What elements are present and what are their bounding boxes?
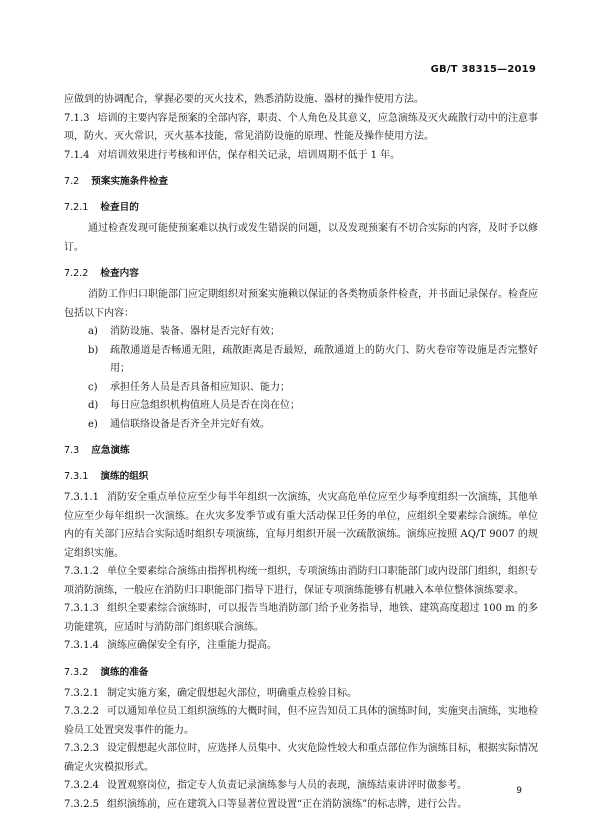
clause-number: 7.3.1.3 [64,603,99,614]
clause-7-3-2-3 [64,740,538,777]
clause-text: 演练应确保安全有序，注重能力提高。 [107,640,277,651]
clause-text: 消防安全重点单位应至少每半年组织一次演练，火灾高危单位应至少每季度组织一次演练，其他单位应至少每年组织一次演练。在火灾多发季节或有重大活动保卫任务的单位，应组织全要素综合演练。单位内的有关部门应结合实际适时组织专项演练，宜每月组织开展一次疏散演练。演练应按照 AQ/T 9007 的规定组织实施。 [64,492,538,559]
clause-number: 7.3.1.1 [64,492,99,503]
clause-7-3-2-2 [64,703,538,740]
clause-number: 7.3.1.4 [64,640,99,651]
paragraph-7-2-2: 消防工作归口职能部门应定期组织对预案实施赖以保证的各类物质条件检查，并书面记录保存。检查应包括以下内容： [64,289,538,319]
page-number: 9 [516,786,522,796]
clause-text: 可以通知单位员工组织演练的大概时间，但不应告知员工具体的演练时间，实施突击演练，实地检验员工处置突发事件的能力。 [64,706,538,736]
list-marker: c) [88,381,98,393]
heading-number: 7.2 [64,176,80,187]
list-item [88,379,538,398]
list-item [88,323,538,342]
clause-number: 7.3.2.5 [64,798,99,810]
heading-7-2-2 [64,265,538,283]
clause-text: 培训的主要内容是预案的全部内容，职责、个人角色及其意义，应急演练及灭火疏散行动中的注意事项，防火、灭火常识，灭火基本技能，常见消防设施的原理、性能及操作使用方法。 [64,112,538,142]
paragraph-continued: 应做到的协调配合，掌握必要的灭火技术，熟悉消防设施、器材的操作使用方法。 [64,94,424,105]
clause-text: 组织演练前，应在建筑入口等显著位置设置“正在消防演练”的标志牌，进行公告。 [107,798,468,810]
standard-number-header: GB/T 38315—2019 [430,64,536,75]
clause-7-1-4 [64,147,538,166]
clause-7-3-1-2 [64,563,538,600]
list-text: 通信联络设备是否齐全并完好有效。 [110,418,270,430]
clause-7-3-1-4 [64,637,538,656]
clause-number: 7.1.4 [64,149,90,161]
clause-text: 单位全要素综合演练由指挥机构统一组织，专项演练由消防归口职能部门或内设部门组织，组织专项消防演练，一般应在消防归口职能部门指导下进行，保证专项演练能够有机融入本单位整体演练要求。 [64,566,538,596]
clause-text: 制定实施方案，确定假想起火部位，明确重点检验目标。 [107,687,357,699]
clause-text: 组织全要素综合演练时，可以报告当地消防部门给予业务指导，地铁、建筑高度超过 100 m 的多功能建筑，应适时与消防部门组织联合演练。 [64,603,538,633]
list-marker: e) [88,418,98,430]
clause-7-3-2-4 [64,777,538,796]
clause-7-1-3 [64,110,538,147]
heading-7-2 [64,173,538,191]
list-item [88,342,538,379]
clause-7-3-2-5 [64,796,538,815]
clause-number: 7.3.1.2 [64,566,99,577]
page-body [64,91,538,814]
list-marker: d) [88,400,99,411]
heading-title: 演练的准备 [100,666,149,678]
heading-number: 7.3 [64,445,80,456]
list-text: 每日应急组织机构值班人员是否在岗在位； [110,400,300,411]
list-marker: b) [88,344,99,356]
heading-number: 7.3.2 [64,666,89,678]
clause-number: 7.3.2.1 [64,687,99,699]
clause-number: 7.3.2.2 [64,706,99,717]
clause-7-3-2-1 [64,685,538,704]
list-text: 承担任务人员是否具备相应知识、能力； [110,381,290,393]
heading-7-3-1 [64,468,538,486]
heading-title: 预案实施条件检查 [91,176,169,187]
clause-text: 设置观察岗位，指定专人负责记录演练参与人员的表现，演练结束讲评时做参考。 [107,780,467,791]
clause-7-3-1-3 [64,600,538,637]
clause-number: 7.3.2.3 [64,743,99,754]
clause-text: 设定假想起火部位时，应选择人员集中、火灾危险性较大和重点部位作为演练目标，根据实际情况确定火灾模拟形式。 [64,743,538,773]
heading-title: 演练的组织 [100,471,149,482]
list-item [88,397,538,416]
heading-number: 7.3.1 [64,471,89,482]
heading-title: 检查内容 [100,268,139,279]
clause-number: 7.1.3 [64,112,90,124]
list-marker: a) [88,326,98,337]
clause-number: 7.3.2.4 [64,780,99,791]
paragraph-7-2-1: 通过检查发现可能使预案难以执行或发生错误的问题，以及发现预案有不切合实际的内容，及时予以修订。 [64,223,538,253]
heading-7-3 [64,442,538,460]
heading-7-2-1 [64,199,538,217]
clause-7-3-1-1 [64,489,538,563]
list-text: 消防设施、装备、器材是否完好有效； [110,326,280,337]
heading-title: 应急演练 [91,445,130,456]
clause-text: 对培训效果进行考核和评估，保存相关记录，培训周期不低于 1 年。 [97,149,401,161]
heading-number: 7.2.1 [64,202,89,213]
list-text: 疏散通道是否畅通无阻，疏散距离是否最短，疏散通道上的防火门、防火卷帘等设施是否完整好用； [110,344,538,374]
heading-number: 7.2.2 [64,268,89,279]
heading-title: 检查目的 [100,202,139,213]
heading-7-3-2 [64,664,538,682]
list-item [88,416,538,435]
